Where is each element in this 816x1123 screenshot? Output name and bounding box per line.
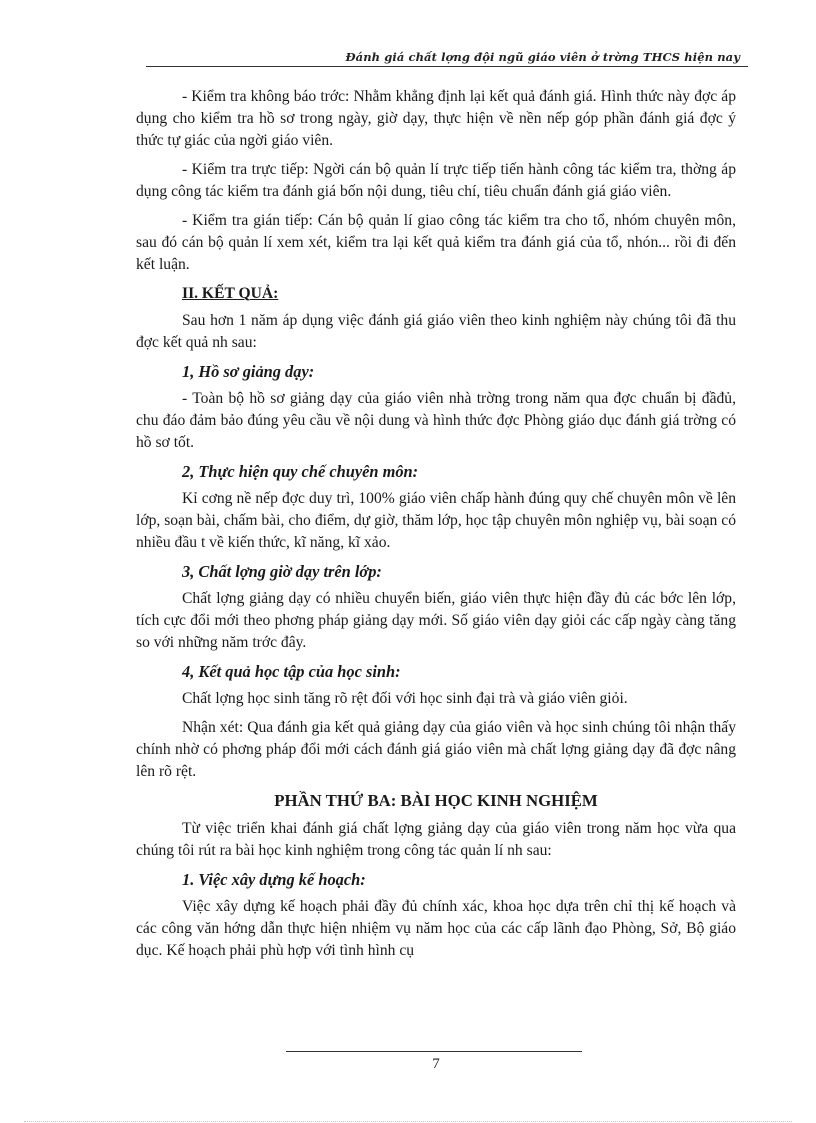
- subsection-heading: 1. Việc xây dựng kế hoạch:: [182, 870, 366, 889]
- paragraph: Kỉ cơng nề nếp đợc duy trì, 100% giáo viên chấp hành đúng quy chế chuyên môn về lên lớp, soạn bài, chấm bài, cho điểm, dự giờ, thăm lớp, học tập chuyên môn nghiệp vụ, bài soạn có nhiều đầu t về kiến thức, kĩ năng, kĩ xảo.: [136, 490, 736, 551]
- paragraph: Chất lợng học sinh tăng rõ rệt đối với học sinh đại trà và giáo viên giỏi.: [182, 690, 628, 707]
- paragraph: Chất lợng giảng dạy có nhiều chuyển biến, giáo viên thực hiện đầy đủ các bớc lên lớp, tích cực đổi mới theo phơng pháp giảng dạy mới. Số giáo viên dạy giỏi các cấp ngày càng tăng so với những năm trớc đây.: [136, 590, 736, 651]
- paragraph: - Kiểm tra trực tiếp: Ngời cán bộ quản lí trực tiếp tiến hành công tác kiểm tra, thờng áp dụng công tác kiểm tra đánh giá bốn nội dung, tiêu chí, tiêu chuẩn đánh giá giáo viên.: [136, 161, 736, 200]
- part-title: PHẦN THỨ BA: BÀI HỌC KINH NGHIỆM: [274, 791, 598, 810]
- paragraph: Việc xây dựng kế hoạch phải đầy đủ chính xác, khoa học dựa trên chỉ thị kế hoạch và các công văn hớng dẫn thực hiện nhiệm vụ năm học của các cấp lãnh đạo Phòng, Sở, Bộ giáo dục. Kế hoạch phải phù hợp với tình hình cụ: [136, 898, 736, 959]
- running-header: Đánh giá chất lợng đội ngũ giáo viên ở trờng THCS hiện nay: [345, 50, 740, 64]
- paragraph: - Toàn bộ hồ sơ giảng dạy của giáo viên nhà trờng trong năm qua đợc chuẩn bị đầđủ, chu đáo đảm bảo đúng yêu cầu về nội dung và hình thức đợc Phòng giáo dục đánh giá trờng có hồ sơ tốt.: [136, 390, 736, 451]
- paragraph: - Kiểm tra không báo trớc: Nhằm khẳng định lại kết quả đánh giá. Hình thức này đợc áp dụng cho kiểm tra hồ sơ trong ngày, giờ dạy, thực hiện về nền nếp góp phần đánh giá đợc ý thức tự giác của ngời giáo viên.: [136, 88, 736, 149]
- section-heading: II. KẾT QUẢ:: [182, 285, 279, 302]
- page-number: 7: [432, 1056, 440, 1072]
- document-body: [136, 86, 736, 969]
- paragraph: - Kiểm tra gián tiếp: Cán bộ quản lí giao công tác kiểm tra cho tổ, nhóm chuyên môn, sau đó cán bộ quản lí xem xét, kiểm tra lại kết quả kiểm tra đánh giá của tổ, nhón... rồi đi đến kết luận.: [136, 212, 736, 273]
- header-divider: [146, 66, 748, 67]
- subsection-heading: 3, Chất lợng giờ dạy trên lớp:: [182, 562, 382, 581]
- page-edge: [24, 1121, 792, 1122]
- subsection-heading: 1, Hồ sơ giảng dạy:: [182, 362, 315, 381]
- paragraph: Từ việc triển khai đánh giá chất lợng giảng dạy của giáo viên trong năm học vừa qua chúng tôi rút ra bài học kinh nghiệm trong công tác quản lí nh sau:: [136, 820, 736, 859]
- footer-divider: [286, 1051, 582, 1052]
- paragraph: Nhận xét: Qua đánh gia kết quả giảng dạy của giáo viên và học sinh chúng tôi nhận thấy chính nhờ có phơng pháp đổi mới cách đánh giá giáo viên mà chất lợng giảng dạy đã đợc nâng lên rõ rệt.: [136, 719, 736, 780]
- subsection-heading: 2, Thực hiện quy chế chuyên môn:: [182, 462, 419, 481]
- paragraph: Sau hơn 1 năm áp dụng việc đánh giá giáo viên theo kinh nghiệm này chúng tôi đã thu đợc kết quả nh sau:: [136, 312, 736, 351]
- subsection-heading: 4, Kết quả học tập của học sinh:: [182, 662, 401, 681]
